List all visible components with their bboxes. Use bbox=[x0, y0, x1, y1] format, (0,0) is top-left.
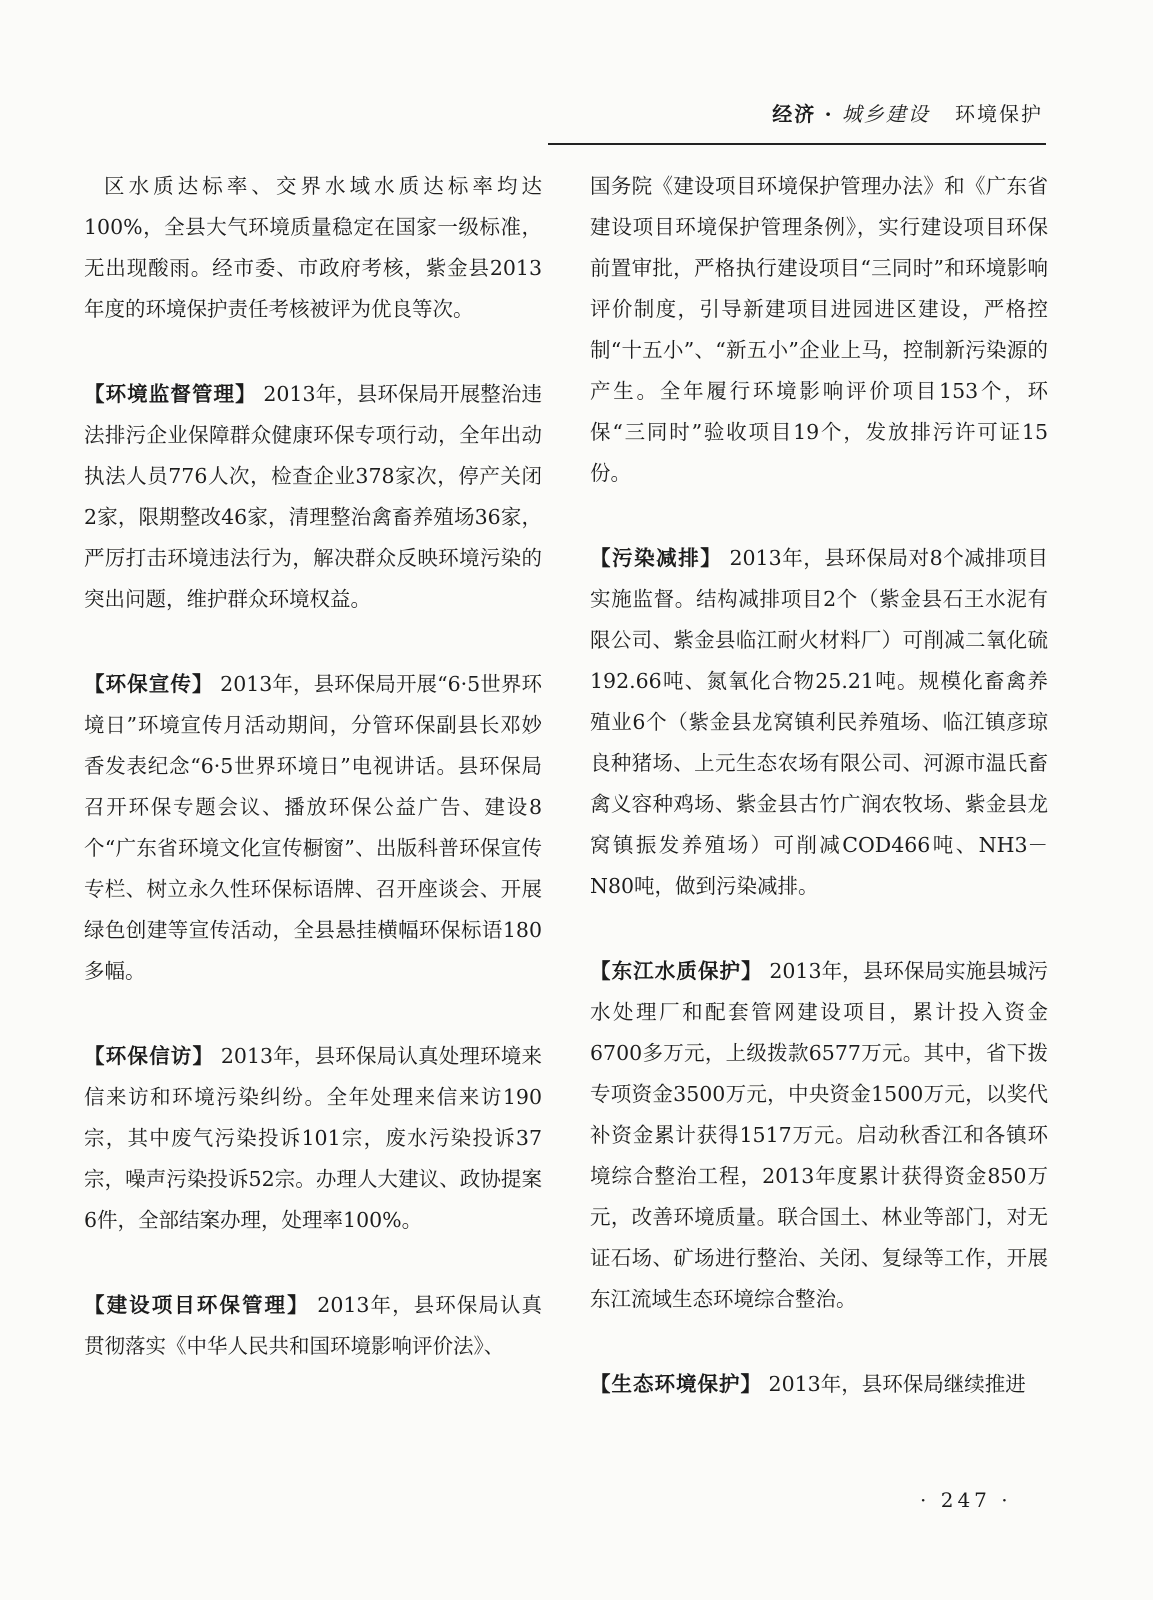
paragraph bbox=[590, 538, 1048, 907]
paragraph bbox=[590, 166, 1048, 494]
section-heading: 【环保信访】 bbox=[84, 1044, 215, 1068]
paragraph bbox=[590, 1364, 1048, 1405]
header-subsection: 城乡建设 bbox=[841, 102, 930, 126]
header-section: 经济 bbox=[772, 102, 817, 126]
page-number: · 247 · bbox=[920, 1488, 1012, 1512]
header-rule bbox=[548, 143, 1046, 145]
paragraph-text: 2013年，县环保局实施县城污水处理厂和配套管网建设项目，累计投入资金6700多万元，上级拨款6577万元。其中，省下拨专项资金3500万元，中央资金1500万元，以奖代补资金累计获得1517万元。启动秋香江和各镇环境综合整治工程，2013年度累计获得资金850万元，改善环境质量。联合国土、林业等部门，对无证石场、矿场进行整治、关闭、复绿等工作，开展东江流域生态环境综合整治。 bbox=[590, 959, 1048, 1311]
paragraph bbox=[84, 166, 542, 330]
header-topic: 环境保护 bbox=[955, 102, 1043, 126]
right-column bbox=[590, 166, 1048, 1405]
paragraph bbox=[84, 1285, 542, 1367]
section-heading: 【环保宣传】 bbox=[84, 672, 214, 696]
running-header bbox=[772, 98, 1043, 127]
paragraph bbox=[84, 664, 542, 992]
paragraph-text: 2013年，县环保局认真处理环境来信来访和环境污染纠纷。全年处理来信来访190宗，其中废气污染投诉101宗，废水污染投诉37宗，噪声污染投诉52宗。办理人大建议、政协提案6件，全部结案办理，处理率100%。 bbox=[84, 1044, 542, 1232]
paragraph bbox=[84, 1036, 542, 1241]
paragraph-text: 2013年，县环保局开展整治违法排污企业保障群众健康环保专项行动，全年出动执法人员776人次，检查企业378家次，停产关闭2家，限期整改46家，清理整治禽畜养殖场36家，严厉打击环境违法行为，解决群众反映环境污染的突出问题，维护群众环境权益。 bbox=[84, 382, 542, 611]
left-column bbox=[84, 166, 542, 1367]
header-separator: · bbox=[824, 102, 834, 126]
paragraph-text: 国务院《建设项目环境保护管理办法》和《广东省建设项目环境保护管理条例》，实行建设项目环保前置审批，严格执行建设项目“三同时”和环境影响评价制度，引导新建项目进园进区建设，严格控制“十五小”、“新五小”企业上马，控制新污染源的产生。全年履行环境影响评价项目153个，环保“三同时”验收项目19个，发放排污许可证15份。 bbox=[590, 174, 1048, 485]
paragraph bbox=[84, 374, 542, 620]
section-heading: 【环境监督管理】 bbox=[84, 382, 257, 406]
paragraph-text: 2013年，县环保局继续推进 bbox=[768, 1372, 1026, 1396]
section-heading: 【建设项目环保管理】 bbox=[84, 1293, 310, 1317]
section-heading: 【生态环境保护】 bbox=[590, 1372, 762, 1396]
paragraph-text: 2013年，县环保局开展“6·5世界环境日”环境宣传月活动期间，分管环保副县长邓妙香发表纪念“6·5世界环境日”电视讲话。县环保局召开环保专题会议、播放环保公益广告、建设8个“广东省环境文化宣传橱窗”、出版科普环保宣传专栏、树立永久性环保标语牌、召开座谈会、开展绿色创建等宣传活动，全县悬挂横幅环保标语180多幅。 bbox=[84, 672, 542, 983]
paragraph-text: 2013年，县环保局对8个减排项目实施监督。结构减排项目2个（紫金县石王水泥有限公司、紫金县临江耐火材料厂）可削减二氧化硫192.66吨、氮氧化合物25.21吨。规模化畜禽养殖业6个（紫金县龙窝镇利民养殖场、临江镇彦琼良种猪场、上元生态农场有限公司、河源市温氏畜禽义容种鸡场、紫金县古竹广润农牧场、紫金县龙窝镇振发养殖场）可削减COD466吨、NH3－N80吨，做到污染减排。 bbox=[590, 546, 1048, 898]
paragraph-text: 2013年，县环保局认真贯彻落实《中华人民共和国环境影响评价法》、 bbox=[84, 1293, 542, 1358]
section-heading: 【东江水质保护】 bbox=[590, 959, 763, 983]
paragraph bbox=[590, 951, 1048, 1320]
section-heading: 【污染减排】 bbox=[590, 546, 723, 570]
paragraph-text: 区水质达标率、交界水域水质达标率均达100%，全县大气环境质量稳定在国家一级标准，无出现酸雨。经市委、市政府考核，紫金县2013年度的环境保护责任考核被评为优良等次。 bbox=[84, 174, 542, 321]
